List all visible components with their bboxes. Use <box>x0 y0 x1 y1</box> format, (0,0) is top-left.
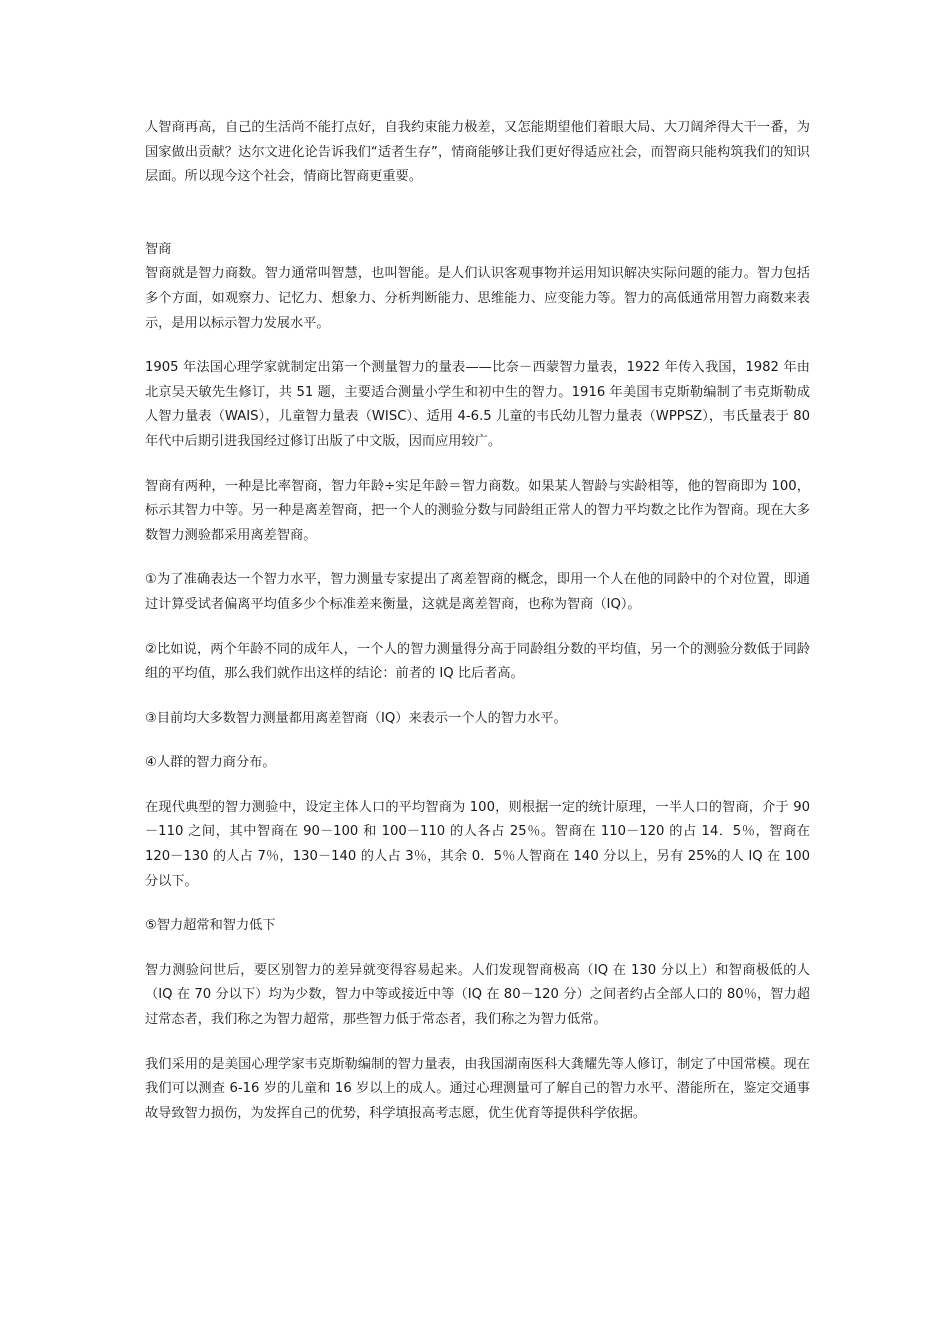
paragraph-eq-importance: 人智商再高，自己的生活尚不能打点好，自我约束能力极差，又怎能期望他们着眼大局、大刀阔斧得大干一番，为国家做出贡献？达尔文进化论告诉我们“适者生存”，情商能够让我们更好得适应社会，而智商只能构筑我们的知识层面。所以现今这个社会，情商比智商更重要。 <box>145 120 810 185</box>
paragraph-iq-history: 1905 年法国心理学家就制定出第一个测量智力的量表——比奈－西蒙智力量表，1922 年传入我国，1982 年由北京吴天敏先生修订，共 51 题，主要适合测量小学生和初中生的智力。1916 年美国韦克斯勒编制了韦克斯勒成人智力量表（WAIS），儿童智力量表（WISC）、适用 4-6.5 儿童的韦氏幼儿智力量表（WPPSZ），韦氏量表于 80 年代中后期引进我国经过修订出版了中文版，因而应用较广。 <box>145 360 810 449</box>
section-heading-iq: 智商 <box>145 241 172 257</box>
paragraph-gifted-and-low: 智力测验问世后，要区别智力的差异就变得容易起来。人们发现智商极高（IQ 在 130 分以上）和智商极低的人（IQ 在 70 分以下）均为少数，智力中等或接近中等（IQ 在 80－120 分）之间者约占全部人口的 80％，智力超过常态者，我们称之为智力超常，那些智力低于常态者，我们称之为智力低常。 <box>145 962 810 1028</box>
paragraph-iq-types: 智商有两种，一种是比率智商，智力年龄÷实足年龄＝智力商数。如果某人智龄与实龄相等，他的智商即为 100，标示其智力中等。另一种是离差智商，把一个人的测验分数与同龄组正常人的智力平均数之比作为智商。现在大多数智力测验都采用离差智商。 <box>145 478 810 543</box>
paragraph-point-5: ⑤智力超常和智力低下 <box>145 918 276 934</box>
paragraph-point-3: ③目前均大多数智力测量都用离差智商（IQ）来表示一个人的智力水平。 <box>145 710 567 726</box>
paragraph-iq-definition: 智商就是智力商数。智力通常叫智慧，也叫智能。是人们认识客观事物并运用知识解决实际问题的能力。智力包括多个方面，如观察力、记忆力、想象力、分析判断能力、思维能力、应变能力等。智力的高低通常用智力商数来表示，是用以标示智力发展水平。 <box>145 266 810 331</box>
paragraph-iq-distribution: 在现代典型的智力测验中，设定主体人口的平均智商为 100，则根据一定的统计原理，一半人口的智商，介于 90－110 之间，其中智商在 90－100 和 100－110 的人各占 25％。智商在 110－120 的占 14．5％，智商在 120－130 的人占 7％，130－140 的人占 3％，其余 0．5％人智商在 140 分以上，另有 25%的人 IQ 在 100 分以下。 <box>145 799 810 889</box>
paragraph-point-4: ④人群的智力商分布。 <box>145 755 276 771</box>
document-body <box>145 116 810 1126</box>
paragraph-point-1: ①为了准确表达一个智力水平，智力测量专家提出了离差智商的概念，即用一个人在他的同龄中的个对位置，即通过计算受试者偏离平均值多少个标准差来衡量，这就是离差智商，也称为智商（IQ）。 <box>145 572 810 612</box>
paragraph-wechsler-scale: 我们采用的是美国心理学家韦克斯勒编制的智力量表，由我国湖南医科大龚耀先等人修订，制定了中国常模。现在我们可以测查 6-16 岁的儿童和 16 岁以上的成人。通过心理测量可了解自己的智力水平、潜能所在，鉴定交通事故导致智力损伤，为发挥自己的优势，科学填报高考志愿，优生优育等提供科学依据。 <box>145 1056 810 1121</box>
paragraph-point-2: ②比如说，两个年龄不同的成年人，一个人的智力测量得分高于同龄组分数的平均值，另一个的测验分数低于同龄组的平均值，那么我们就作出这样的结论：前者的 IQ 比后者高。 <box>145 641 810 682</box>
